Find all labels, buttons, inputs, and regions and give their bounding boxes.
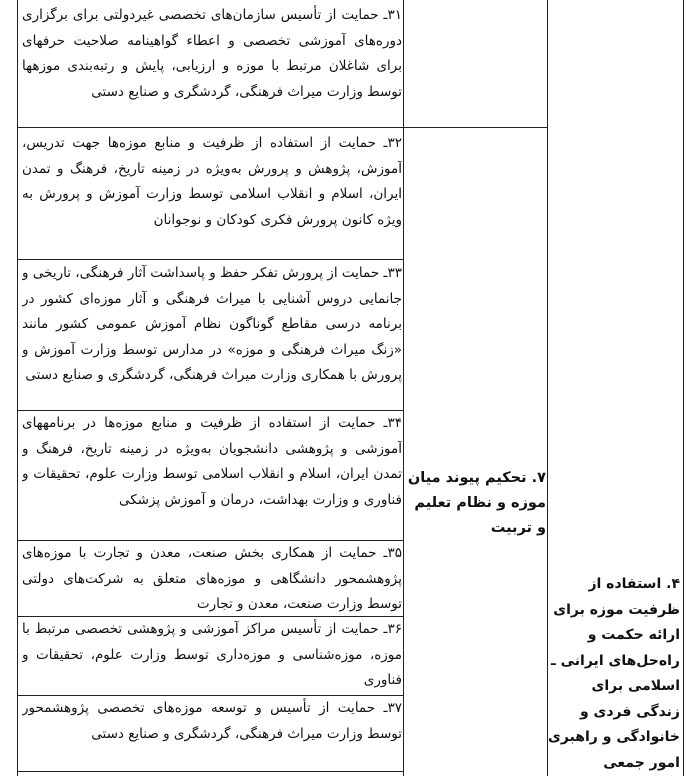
area-cell: ۴. استفاده از ظرفیت موزه برای ارائه حکمت و راه‌حل‌های ایرانی ـ اسلامی برای زندگی فردی و خانوادگی و راهبری امور جمعی [548, 576, 680, 771]
table-border-left [17, 0, 18, 776]
table-row-item-31: ۳۱ـ حمایت از تأسیس سازمان‌های تخصصی غیردولتی برای برگزاری دوره‌های آموزشی تخصصی و اعطاء گواهینامه صلاحیت حرفهای برای شاغلان مرتبط با موزه و ارزیابی، پایش و رتبه‌بندی موزهها توسط وزارت میراث فرهنگی، گردشگری و صنایع دستی [22, 7, 402, 100]
goal-cell: ۷. تحکیم پیوند میان موزه و نظام تعلیم و تربیت [407, 470, 546, 536]
table-row-item-34: ۳۴ـ حمایت از استفاده از ظرفیت و منابع موزه‌ها در برنامههای آموزشی و پژوهشی دانشجویان به‌ویژه در زمینه تاریخ، فرهنگ و تمدن ایران، اسلام و انقلاب اسلامی توسط وزارت علوم، تحقیقات و فناوری و وزارت بهداشت، درمان و آموزش پزشکی [22, 415, 402, 508]
row-divider [17, 771, 403, 772]
table-column-divider [403, 0, 404, 776]
table-row-item-33: ۳۳ـ حمایت از پرورش تفکر حفظ و پاسداشت آثار فرهنگی، تاریخی و جانمایی دروس آشنایی با میراث فرهنگی و آثار موزه‌ای کشور در برنامه درسی مقاطع گوناگون نظام آموزش عمومی کشور مانند «زنگ میراث فرهنگی و موزه» در مدارس توسط وزارت آموزش و پرورش با همکاری وزارت میراث فرهنگی، گردشگری و صنایع دستی [22, 265, 402, 383]
row-divider [17, 259, 403, 260]
table-border-right [683, 0, 684, 776]
table-row-item-36: ۳۶ـ حمایت از تأسیس مراکز آموزشی و پژوهشی تخصصی مرتبط با موزه، موزه‌شناسی و موزه‌داری توسط وزارت علوم، تحقیقات و فناوری [22, 621, 402, 688]
table-row-item-37: ۳۷ـ حمایت از تأسیس و توسعه موزه‌های تخصصی پژوهشمحور توسط وزارت میراث فرهنگی، گردشگری و صنایع دستی [22, 700, 402, 742]
row-divider [17, 127, 548, 128]
table-row-item-32: ۳۲ـ حمایت از استفاده از ظرفیت و منابع موزه‌ها جهت تدریس، آموزش، پژوهش و پرورش به‌ویژه در زمینه تاریخ، فرهنگ و تمدن ایران، اسلام و انقلاب اسلامی توسط وزارت آموزش و پرورش به ویژه کانون پرورش فکری کودکان و نوجوانان [22, 135, 402, 228]
table-row-item-35: ۳۵ـ حمایت از همکاری بخش صنعت، معدن و تجارت با موزه‌های پژوهشمحور دانشگاهی و موزه‌های متعلق به شرکت‌های دولتی توسط وزارت صنعت، معدن و تجارت [22, 545, 402, 612]
